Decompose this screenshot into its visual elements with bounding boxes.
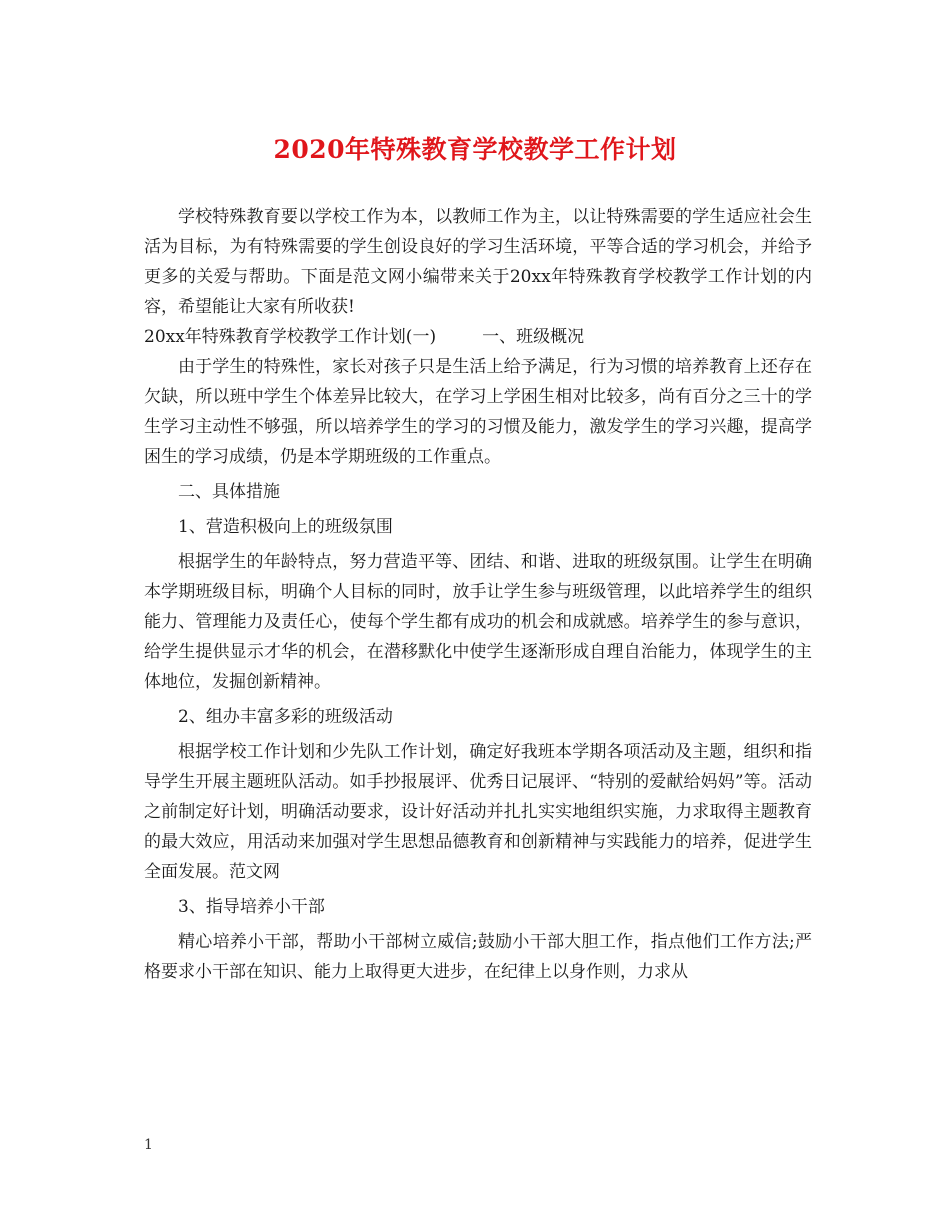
section-2-heading: 二、具体措施 <box>178 482 280 502</box>
item-1-paragraph: 根据学生的年龄特点，努力营造平等、团结、和谐、进取的班级氛围。让学生在明确本学期班级目标，明确个人目标的同时，放手让学生参与班级管理，以此培养学生的组织能力、管理能力及责任心，使每个学生都有成功的机会和成就感。培养学生的参与意识，给学生提供显示才华的机会，在潜移默化中使学生逐渐形成自理自治能力，体现学生的主体地位，发掘创新精神。 <box>144 552 812 692</box>
page-number: 1 <box>144 1137 153 1153</box>
document-title: 2020年特殊教育学校教学工作计划 <box>273 135 677 164</box>
section-1-heading: 一、班级概况 <box>482 327 585 347</box>
item-2-heading: 2、组办丰富多彩的班级活动 <box>178 707 393 727</box>
intro-paragraph: 学校特殊教育要以学校工作为本，以教师工作为主，以让特殊需要的学生适应社会生活为目标，为有特殊需要的学生创设良好的学习生活环境，平等合适的学习机会，并给予更多的关爱与帮助。下面是范文网小编带来关于20xx年特殊教育学校教学工作计划的内容，希望能让大家有所收获! <box>144 207 812 317</box>
plan-heading: 20xx年特殊教育学校教学工作计划(一) <box>144 327 437 347</box>
item-3-heading: 3、指导培养小干部 <box>178 897 325 917</box>
item-1-heading: 1、营造积极向上的班级氛围 <box>178 517 393 537</box>
item-2-paragraph: 根据学校工作计划和少先队工作计划，确定好我班本学期各项活动及主题，组织和指导学生开展主题班队活动。如手抄报展评、优秀日记展评、“特别的爱献给妈妈”等。活动之前制定好计划，明确活动要求，设计好活动并扎扎实实地组织实施，力求取得主题教育的最大效应，用活动来加强对学生思想品德教育和创新精神与实践能力的培养，促进学生全面发展。范文网 <box>144 742 812 882</box>
document-body <box>144 202 812 987</box>
item-3-paragraph: 精心培养小干部，帮助小干部树立威信;鼓励小干部大胆工作，指点他们工作方法;严格要求小干部在知识、能力上取得更大进步，在纪律上以身作则，力求从 <box>144 932 812 982</box>
section-1-paragraph: 由于学生的特殊性，家长对孩子只是生活上给予满足，行为习惯的培养教育上还存在欠缺，所以班中学生个体差异比较大，在学习上学困生相对比较多，尚有百分之三十的学生学习主动性不够强，所以培养学生的学习的习惯及能力，激发学生的学习兴趣，提高学困生的学习成绩，仍是本学期班级的工作重点。 <box>144 357 812 467</box>
plan-heading-line <box>144 322 812 352</box>
